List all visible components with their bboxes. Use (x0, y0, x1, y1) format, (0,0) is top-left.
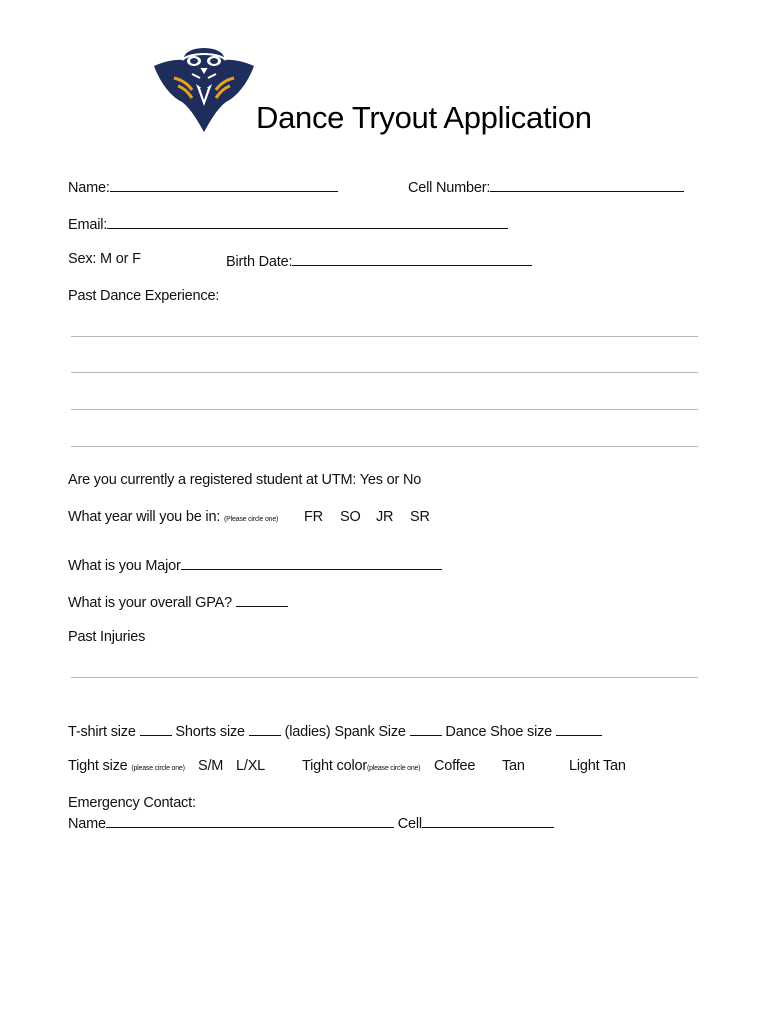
year-option-so[interactable]: SO (340, 509, 361, 525)
emergency-cell-line[interactable] (422, 813, 554, 828)
tight-color-hint: (please circle one) (366, 765, 421, 772)
past-dance-experience-label: Past Dance Experience: (68, 288, 220, 304)
tight-size-question (68, 758, 185, 774)
sex-label[interactable]: Sex: M or F (68, 251, 141, 267)
cell-number-label: Cell Number: (408, 180, 491, 196)
tight-size-option-lxl[interactable]: L/XL (236, 758, 266, 774)
birth-date-line (292, 251, 532, 266)
page-title: Dance Tryout Application (256, 100, 592, 135)
skyhawk-logo-icon (152, 44, 256, 134)
dance-shoe-size-label: Dance Shoe size (445, 724, 553, 740)
emergency-cell-label: Cell (397, 816, 422, 832)
shorts-size-label: Shorts size (175, 724, 245, 740)
tshirt-size-line[interactable] (140, 721, 172, 736)
emergency-name-line[interactable] (106, 813, 394, 828)
birth-date-label: Birth Date: (226, 254, 293, 270)
tight-size-option-sm[interactable]: S/M (198, 758, 224, 774)
emergency-contact-row (68, 813, 554, 832)
name-line (110, 177, 338, 192)
name-label: Name: (68, 180, 110, 196)
tight-size-hint: (please circle one) (131, 765, 185, 772)
tight-color-label: Tight color (302, 758, 367, 774)
year-option-sr[interactable]: SR (410, 509, 430, 525)
birth-date-field[interactable] (226, 251, 532, 270)
year-hint: (Please circle one) (224, 516, 279, 523)
gpa-label: What is your overall GPA? (68, 595, 232, 611)
dance-shoe-size-line[interactable] (556, 721, 602, 736)
experience-line-1[interactable] (71, 336, 698, 337)
cell-number-line (490, 177, 684, 192)
registered-student-question[interactable]: Are you currently a registered student at UTM: Yes or No (68, 472, 422, 488)
injuries-line[interactable] (71, 677, 698, 678)
emergency-name-label: Name (68, 816, 106, 832)
major-field[interactable] (68, 555, 442, 574)
sizes-row (68, 721, 602, 740)
experience-line-2[interactable] (71, 372, 698, 373)
year-option-jr[interactable]: JR (376, 509, 394, 525)
year-question-label: What year will you be in: (68, 509, 221, 525)
tight-color-question (302, 758, 420, 774)
past-injuries-label: Past Injuries (68, 629, 146, 645)
email-label: Email: (68, 217, 108, 233)
year-option-fr[interactable]: FR (304, 509, 323, 525)
experience-line-3[interactable] (71, 409, 698, 410)
gpa-field[interactable] (68, 592, 288, 611)
name-field[interactable] (68, 177, 338, 196)
email-line (107, 214, 508, 229)
tight-color-option-coffee[interactable]: Coffee (434, 758, 476, 774)
year-question (68, 509, 278, 525)
major-line (181, 555, 442, 570)
shorts-size-line[interactable] (249, 721, 281, 736)
experience-line-4[interactable] (71, 446, 698, 447)
emergency-contact-heading: Emergency Contact: (68, 795, 196, 811)
major-label: What is you Major (68, 558, 181, 574)
spank-size-label: (ladies) Spank Size (284, 724, 406, 740)
tight-color-option-tan[interactable]: Tan (502, 758, 525, 774)
tight-color-option-light-tan[interactable]: Light Tan (569, 758, 626, 774)
email-field[interactable] (68, 214, 508, 233)
tight-size-label: Tight size (68, 758, 128, 774)
cell-number-field[interactable] (408, 177, 684, 196)
tshirt-size-label: T-shirt size (68, 724, 136, 740)
spank-size-line[interactable] (410, 721, 442, 736)
gpa-line (236, 592, 288, 607)
